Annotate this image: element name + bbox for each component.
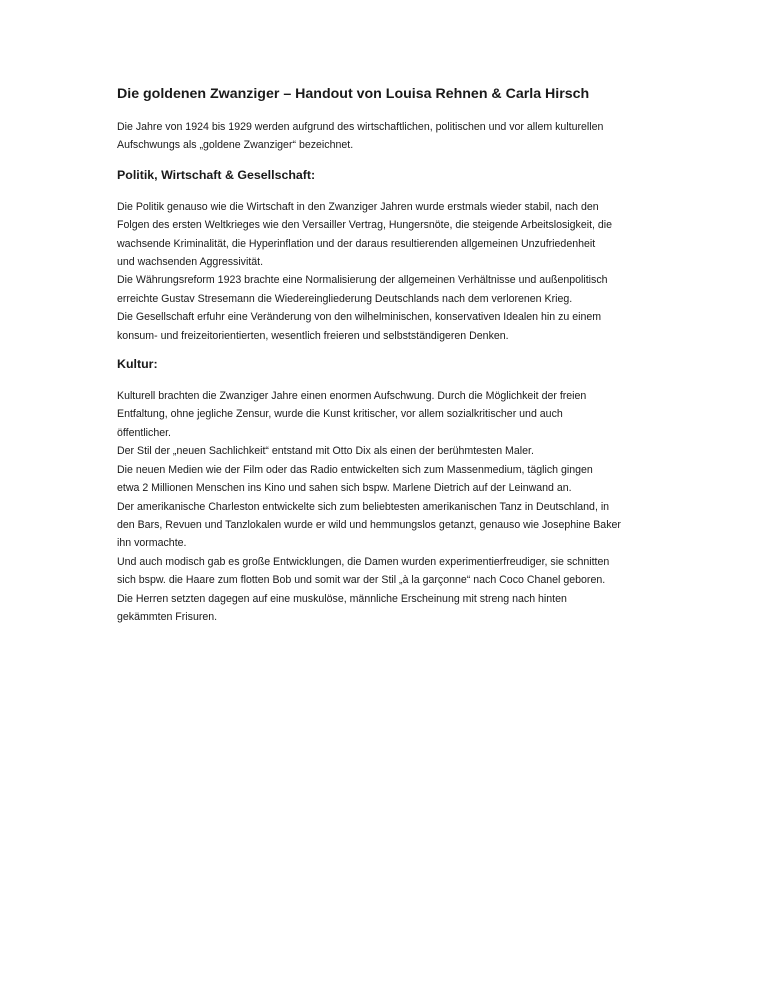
text-line: Folgen des ersten Weltkrieges wie den Versailler Vertrag, Hungersnöte, die steigende Arbeitslosigkeit, die	[117, 219, 613, 232]
text-line: sich bspw. die Haare zum flotten Bob und somit war der Stil „à la garçonne“ nach Coco Chanel geboren.	[117, 574, 606, 587]
intro-paragraph	[117, 118, 677, 155]
text-line: ihn vormachte.	[117, 537, 187, 550]
text-line: Der Stil der „neuen Sachlichkeit“ entstand mit Otto Dix als einen der berühmtesten Maler.	[117, 445, 534, 458]
text-line: wachsende Kriminalität, die Hyperinflation und der daraus resultierenden allgemeinen Unzufriedenheit	[117, 237, 596, 250]
text-line: erreichte Gustav Stresemann die Wiedereingliederung Deutschlands nach dem verlorenen Krieg.	[117, 292, 573, 305]
text-line: Kulturell brachten die Zwanziger Jahre einen enormen Aufschwung. Durch die Möglichkeit der freien	[117, 390, 587, 403]
text-line: Entfaltung, ohne jegliche Zensur, wurde die Kunst kritischer, vor allem sozialkritischer und auch	[117, 408, 563, 421]
text-line: Die Politik genauso wie die Wirtschaft in den Zwanziger Jahren wurde erstmals wieder stabil, nach den	[117, 200, 599, 213]
kultur-paragraph	[117, 387, 677, 626]
text-line: Die Gesellschaft erfuhr eine Veränderung von den wilhelminischen, konservativen Idealen hin zu einem	[117, 311, 602, 324]
document-body	[117, 84, 677, 626]
text-line: Die Währungsreform 1923 brachte eine Normalisierung der allgemeinen Verhältnisse und außenpolitisch	[117, 274, 608, 287]
text-line: Der amerikanische Charleston entwickelte sich zum beliebtesten amerikanischen Tanz in Deutschland, in	[117, 500, 610, 513]
text-line: und wachsenden Aggressivität.	[117, 256, 264, 269]
text-line: öffentlicher.	[117, 426, 171, 439]
text-line: Die Herren setzten dagegen auf eine muskulöse, männliche Erscheinung mit streng nach hinten	[117, 592, 567, 605]
text-line: Die neuen Medien wie der Film oder das Radio entwickelten sich zum Massenmedium, täglich gingen	[117, 463, 593, 476]
politik-paragraph	[117, 198, 677, 345]
text-line: gekämmten Frisuren.	[117, 610, 218, 623]
section-heading-kultur: Kultur:	[117, 357, 158, 372]
text-line: etwa 2 Millionen Menschen ins Kino und sahen sich bspw. Marlene Dietrich auf der Leinwand an.	[117, 482, 572, 495]
text-line: Und auch modisch gab es große Entwicklungen, die Damen wurden experimentierfreudiger, sie schnitten	[117, 555, 610, 568]
text-line: den Bars, Revuen und Tanzlokalen wurde er wild und hemmungslos getanzt, genauso wie Josephine Baker	[117, 518, 621, 531]
intro-line: Die Jahre von 1924 bis 1929 werden aufgrund des wirtschaftlichen, politischen und vor allem kulturellen	[117, 121, 604, 133]
document-title: Die goldenen Zwanziger – Handout von Louisa Rehnen & Carla Hirsch	[117, 86, 590, 102]
section-heading-politik: Politik, Wirtschaft & Gesellschaft:	[117, 167, 316, 182]
text-line: konsum- und freizeitorientierten, wesentlich freieren und selbstständigeren Denken.	[117, 329, 509, 342]
intro-line: Aufschwungs als „goldene Zwanziger“ bezeichnet.	[117, 139, 354, 152]
